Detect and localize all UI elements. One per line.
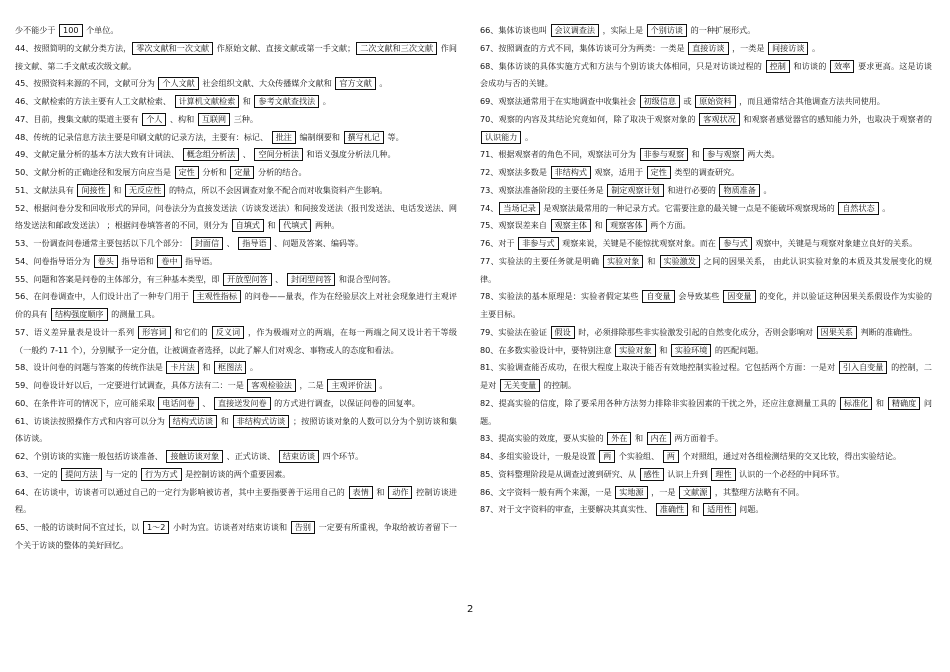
answer-box: 原始资料 — [695, 95, 735, 108]
question-text: 和 — [240, 96, 254, 106]
question-item — [15, 22, 457, 40]
answer-box: 行为方式 — [141, 468, 181, 481]
question-text: 和 — [591, 220, 606, 231]
question-text: 44、按照简明的文献分类方法， — [15, 42, 132, 53]
question-text: 观察来说，关键是不能惊扰观察对象。而在 — [559, 238, 719, 248]
answer-box: 非参与观察 — [640, 148, 688, 161]
answer-box: 非结构式访谈 — [233, 415, 290, 428]
answer-box: 两 — [599, 450, 615, 463]
answer-box: 自变量 — [642, 290, 674, 303]
question-item — [480, 40, 932, 58]
question-text: 一定要有所重视，争取给被访者留下一个关于访谈的整体的美好回忆。 — [15, 522, 457, 550]
question-text: 66、集体访谈也叫 — [480, 25, 550, 35]
answer-box: 实地源 — [615, 486, 647, 499]
answer-box: 无关变量 — [500, 379, 540, 392]
answer-box: 结构式访谈 — [169, 415, 217, 428]
answer-box: 适用性 — [703, 503, 735, 516]
answer-box: 定性 — [175, 166, 199, 179]
answer-box: 提问方法 — [61, 468, 101, 481]
question-text: 86、文字资料一般有两个来源，一是 — [480, 486, 615, 497]
left-column — [15, 22, 457, 555]
answer-box: 卷中 — [157, 255, 181, 268]
question-text: 认识上升到 — [664, 468, 711, 479]
answer-box: 空间分析法 — [254, 148, 302, 161]
question-text: 的匹配问题。 — [712, 344, 764, 355]
answer-box: 批注 — [272, 131, 296, 144]
question-text: 50、文献分析的正确途径和发展方向应当是 — [15, 167, 174, 177]
question-item — [15, 519, 457, 555]
question-text: 。 — [247, 362, 258, 373]
question-item — [480, 395, 932, 431]
answer-box: 观察主体 — [551, 219, 591, 232]
question-text: 77、实验法的主要任务就是明确 — [480, 255, 603, 266]
question-text: 两方面着手。 — [671, 433, 723, 444]
answer-box: 两 — [663, 450, 679, 463]
question-item — [480, 324, 932, 342]
answer-box: 物质准备 — [719, 184, 759, 197]
question-item — [15, 324, 457, 360]
question-text: 83、提高实验的效度，要从实验的 — [480, 433, 607, 444]
question-text: 和 — [689, 149, 703, 160]
question-text: 会导致某些 — [675, 291, 723, 302]
question-text: 是观察法最常用的一种记录方式。它需要注意的最关键一点是不能破坏观察现场的 — [540, 202, 838, 213]
answer-box: 假设 — [551, 326, 575, 339]
question-text: 71、根据观察者的角色不同，观察法可分为 — [480, 149, 639, 160]
question-text: 和 — [218, 415, 232, 426]
question-text: 57、语义差异量表是设计一系列 — [15, 326, 138, 337]
question-text: 和 — [689, 504, 703, 515]
answer-box: 客观检验法 — [247, 379, 295, 392]
question-text: ；按照访谈对象的人数可以分为个别访谈和集体访谈。 — [15, 415, 458, 444]
question-text: 社会组织文献、大众传播媒介文献和 — [199, 78, 335, 89]
page-number: 2 — [467, 604, 474, 615]
question-text: 观察中，关键是与观察对象建立良好的关系。 — [752, 238, 918, 248]
answer-box: 1～2 — [143, 521, 169, 534]
question-item — [480, 501, 932, 519]
answer-box: 直接访谈 — [688, 42, 728, 55]
answer-box: 会议调查法 — [551, 24, 599, 37]
question-text: 、正式访谈、 — [224, 451, 278, 461]
question-text: 、 — [199, 397, 214, 408]
question-text: 和访谈的 — [790, 60, 830, 71]
question-text: 作原始文献、直接文献或第一手文献； — [214, 42, 356, 53]
question-item — [15, 484, 457, 520]
question-text: ，其整理方法略有不同。 — [712, 486, 804, 497]
question-item — [15, 359, 457, 377]
question-item — [480, 93, 932, 111]
question-item — [15, 253, 457, 271]
question-item — [480, 217, 932, 235]
answer-box: 因变量 — [723, 290, 755, 303]
question-item — [15, 129, 457, 147]
question-text: 和 — [373, 486, 388, 497]
question-text: 55、问题和答案是问卷的主体部分，有三种基本类型，即 — [15, 273, 223, 284]
question-text: 和 — [110, 184, 124, 195]
question-text: 。 — [809, 42, 821, 53]
question-text: 52、根据问卷分发和回收形式的异同，问卷法分为直接发送法（访谈发送法）和间接发送法（报刊发送法、电话发送法、网络发送法和邮政发送法） ；根据问卷填答者的不同，则分为 — [15, 202, 457, 231]
question-text: 54、问卷指导语分为 — [15, 255, 93, 266]
question-text: ，一是 — [648, 486, 679, 497]
question-item — [480, 164, 932, 182]
answer-box: 实验环境 — [671, 344, 711, 357]
question-text: 。 — [320, 96, 331, 106]
question-text: 作间接文献、第二手文献或次级文献。 — [15, 42, 457, 71]
question-text: 68、集体访谈的具体实施方式和方法与个别访谈大体相同，只是对访谈过程的 — [480, 60, 765, 71]
question-item — [15, 75, 457, 93]
question-text: 分析的结合。 — [255, 167, 307, 177]
question-text: 的方式进行调查，以保证问卷的回复率。 — [271, 397, 420, 408]
question-text: 72、观察法多数是 — [480, 167, 550, 177]
answer-box: 参考文献查找法 — [254, 95, 319, 108]
answer-box: 个人 — [142, 113, 166, 126]
answer-box: 二次文献和三次文献 — [356, 42, 437, 55]
answer-box: 告别 — [291, 521, 315, 534]
answer-box: 开放型问答 — [223, 273, 271, 286]
question-text: 70、观察的内容及其结论究竟如何，除了取决于观察对象的 — [480, 113, 699, 124]
question-text: 等。 — [384, 131, 404, 142]
question-item — [15, 288, 457, 324]
question-text: ，实际上是 — [600, 25, 646, 35]
answer-box: 参与观察 — [703, 148, 743, 161]
answer-box: 自填式 — [232, 219, 264, 232]
answer-box: 结束访谈 — [279, 450, 319, 463]
answer-box: 控制 — [766, 60, 790, 73]
question-text: 64、在访谈中，访谈者可以通过自己的一定行为影响被访者，其中主要指要善于运用自己的 — [15, 486, 348, 497]
answer-box: 代填式 — [279, 219, 311, 232]
question-text: 两种。 — [312, 220, 340, 231]
question-text: 和 — [264, 220, 279, 231]
answer-box: 接触访谈对象 — [166, 450, 223, 463]
answer-box: 理性 — [711, 468, 735, 481]
question-text: ，作为极端对立的两端，在每一两端之间又设计若干等级（一般约 7-11 个），分别赋予一定分值，让被调查者选择，以此了解人们对观念、事物或人的态度和看法。 — [15, 326, 458, 355]
question-text: 小时为宜。访谈者对结束访谈和 — [170, 522, 290, 532]
question-text: 73、观察法准备阶段的主要任务是 — [480, 184, 607, 195]
question-text: 的控制，二是对 — [480, 362, 932, 390]
question-text: 84、多组实验设计，一般是设置 — [480, 451, 599, 461]
question-text: 的问卷——量表，作为在经验层次上对社会现象进行主观评价的具有 — [15, 291, 458, 319]
question-text: 、 — [224, 238, 238, 248]
answer-box: 直接送发问卷 — [214, 397, 271, 410]
answer-box: 实验对象 — [603, 255, 643, 268]
question-item — [480, 235, 932, 253]
question-text: 类型的调查研究。 — [671, 167, 740, 177]
question-text: 51、文献法具有 — [15, 184, 77, 195]
question-text: 、问题及答案、编码等。 — [271, 238, 364, 248]
question-text: 问题。 — [736, 504, 764, 515]
question-text: ，而且通常结合其他调查方法共同使用。 — [736, 96, 885, 106]
question-text: 认识的一个必经的中间环节。 — [736, 468, 845, 479]
question-text: 60、在条件许可的情况下，应可能采取 — [15, 397, 158, 408]
answer-box: 个别访谈 — [647, 24, 687, 37]
answer-box: 间接访谈 — [768, 42, 808, 55]
question-item — [480, 111, 932, 147]
answer-box: 观察客体 — [606, 219, 646, 232]
question-text: 46、文献检索的方法主要有人工文献检索、 — [15, 96, 174, 106]
question-text: 、 — [240, 149, 254, 160]
question-item — [480, 448, 932, 466]
answer-box: 卷头 — [94, 255, 118, 268]
question-text: 之间的因果关系， 由此认识实验对象的本质及其发展变化的规律。 — [480, 255, 933, 284]
question-text: 45、按照资料来源的不同，文献可分为 — [15, 78, 158, 89]
question-item — [480, 359, 932, 395]
question-text: 78、实验法的基本原理是：实验者假定某些 — [480, 291, 642, 302]
question-text: 。 — [760, 184, 772, 195]
question-text: 的变化，并以验证这种因果关系假设作为实验的主要目标。 — [480, 291, 932, 319]
answer-box: 标准化 — [840, 397, 872, 410]
answer-box: 参与式 — [719, 237, 751, 250]
answer-box: 感性 — [640, 468, 664, 481]
answer-box: 概念组分析法 — [183, 148, 240, 161]
question-text: 、 — [272, 273, 286, 284]
question-text: ，二是 — [296, 380, 327, 390]
answer-box: 动作 — [388, 486, 412, 499]
question-item — [480, 288, 932, 324]
answer-box: 认识能力 — [481, 131, 521, 144]
question-item — [480, 484, 932, 502]
answer-box: 引入自变量 — [839, 361, 887, 374]
question-text: 53、一份调查问卷通常主要包括以下几个部分： — [15, 238, 190, 248]
question-text: ，一类是 — [729, 42, 768, 53]
question-text: 少不能少于 — [15, 25, 59, 35]
question-text: 和进行必要的 — [664, 184, 719, 195]
answer-box: 客观状况 — [699, 113, 739, 126]
question-text: 判断的准确性。 — [858, 326, 918, 337]
question-text: 和混合型问答。 — [336, 273, 396, 284]
question-text: 67、按照调查的方式不同，集体访谈可分为两类：一类是 — [480, 42, 688, 53]
answer-box: 零次文献和一次文献 — [132, 42, 213, 55]
question-text: 75、观察误差来自 — [480, 220, 550, 231]
question-text: 分析和 — [199, 167, 230, 177]
question-text: 两大类。 — [744, 149, 780, 160]
answer-box: 准确性 — [656, 503, 688, 516]
answer-box: 无反应性 — [125, 184, 165, 197]
question-item — [15, 40, 457, 76]
question-text: 的测量工具。 — [108, 309, 160, 319]
question-text: 65、一般的访谈时间不宜过长，以 — [15, 522, 143, 532]
question-text: 63、一定的 — [15, 468, 61, 479]
question-item — [15, 146, 457, 164]
answer-box: 实验激发 — [660, 255, 700, 268]
question-text: 个实验组、 — [616, 451, 662, 461]
answer-box: 官方文献 — [335, 77, 375, 90]
question-text: 62、个别访谈的实施一般包括访谈准备、 — [15, 451, 166, 461]
question-item — [15, 271, 457, 289]
question-text: 69、观察法通常用于在实地调查中收集社会 — [480, 96, 639, 106]
answer-box: 互联网 — [198, 113, 230, 126]
question-text: 85、资料整理阶段是从调查过渡到研究、从 — [480, 468, 639, 479]
question-text: 的一种扩展形式。 — [688, 25, 756, 35]
question-text: 和 — [199, 362, 214, 373]
question-text: 80、在多数实验设计中，要特别注意 — [480, 344, 615, 355]
question-text: 56、在问卷调查中，人们设计出了一种专门用于 — [15, 291, 192, 302]
question-text: 或 — [680, 96, 695, 106]
question-text: 指导语。 — [182, 255, 218, 266]
question-text: 76、对于 — [480, 238, 518, 248]
answer-box: 效率 — [830, 60, 854, 73]
question-text: 四个环节。 — [320, 451, 364, 461]
question-text: 两个方面。 — [647, 220, 691, 231]
question-text: 和 — [632, 433, 646, 444]
answer-box: 外在 — [607, 432, 631, 445]
answer-box: 初级信息 — [640, 95, 680, 108]
question-item — [15, 235, 457, 253]
answer-box: 定量 — [230, 166, 254, 179]
question-text: 、构和 — [167, 113, 197, 124]
question-item — [15, 93, 457, 111]
question-item — [480, 22, 932, 40]
question-text: 79、实验法在验证 — [480, 326, 550, 337]
answer-box: 表情 — [349, 486, 373, 499]
answer-box: 实验对象 — [615, 344, 655, 357]
question-text: 。 — [376, 78, 388, 89]
question-item — [480, 342, 932, 360]
answer-box: 封闭型问答 — [287, 273, 335, 286]
answer-box: 精确度 — [888, 397, 920, 410]
question-text: 指导语和 — [118, 255, 157, 266]
question-item — [15, 466, 457, 484]
question-text: 三种。 — [231, 113, 258, 124]
question-item — [15, 200, 457, 236]
answer-box: 封面信 — [191, 237, 223, 250]
question-item — [480, 146, 932, 164]
question-text: 与一定的 — [102, 468, 141, 479]
question-item — [15, 395, 457, 413]
answer-box: 撰写札记 — [344, 131, 384, 144]
question-text: 控制访谈进程。 — [15, 486, 457, 515]
question-item — [480, 182, 932, 200]
question-text: 49、文献定量分析的基本方法大致有计词法、 — [15, 149, 182, 160]
answer-box: 100 — [59, 24, 82, 37]
question-item — [480, 430, 932, 448]
answer-box: 当场记录 — [499, 202, 539, 215]
question-text: 和 — [656, 344, 670, 355]
answer-box: 自然状态 — [838, 202, 878, 215]
question-text: 要求更高。这是访谈会成功与否的关键。 — [480, 60, 932, 89]
question-text: 。 — [376, 380, 388, 390]
question-item — [15, 164, 457, 182]
question-item — [15, 448, 457, 466]
question-text: 个对照组，通过对各组检测结果的交叉比较，得出实验结论。 — [679, 451, 902, 461]
question-text: 和语义强度分析法几种。 — [303, 149, 396, 160]
question-item — [480, 466, 932, 484]
answer-box: 因果关系 — [817, 326, 857, 339]
question-text: 和观察者感觉器官的感知能力外，也取决于观察者的 — [740, 113, 933, 124]
answer-box: 非参与式 — [518, 237, 558, 250]
question-text: 是控制访谈的两个重要因素。 — [182, 468, 291, 479]
question-text: 。 — [879, 202, 891, 213]
answer-box: 制定观察计划 — [607, 184, 664, 197]
question-text: 和 — [873, 397, 887, 408]
answer-box: 指导语 — [238, 237, 270, 250]
question-text: 。 — [522, 131, 534, 142]
answer-box: 内在 — [647, 432, 671, 445]
question-item — [15, 111, 457, 129]
question-text: 74、 — [480, 202, 499, 213]
answer-box: 主观性指标 — [193, 290, 241, 303]
answer-box: 电话问卷 — [158, 397, 198, 410]
answer-box: 文献源 — [679, 486, 711, 499]
answer-box: 结构强度顺序 — [51, 308, 108, 321]
right-column — [480, 22, 932, 519]
answer-box: 定性 — [647, 166, 671, 179]
question-item — [480, 58, 932, 94]
question-text: 的特点，所以不会因调查对象不配合而对收集资料产生影响。 — [166, 184, 388, 195]
question-text: 47、目前，搜集文献的渠道主要有 — [15, 113, 142, 124]
question-item — [15, 413, 457, 449]
question-text: 87、对于文字资料的审查，主要解决其真实性、 — [480, 504, 655, 515]
question-text: 的控制。 — [541, 380, 577, 390]
answer-box: 反义词 — [212, 326, 244, 339]
question-text: 和它们的 — [171, 326, 211, 337]
question-text: 48、传统的记录信息方法主要是印刷文献的记录方法，主要有：标记、 — [15, 131, 271, 142]
question-text: 编制纲要和 — [296, 131, 343, 142]
question-text: 61、访谈法按照操作方式和内容可以分为 — [15, 415, 168, 426]
answer-box: 主观评价法 — [327, 379, 375, 392]
question-item — [480, 200, 932, 218]
question-text: 59、问卷设计好以后，一定要进行试调查，具体方法有二：一是 — [15, 380, 247, 390]
question-text: 个单位。 — [83, 25, 119, 35]
question-item — [480, 253, 932, 289]
answer-box: 个人文献 — [158, 77, 198, 90]
answer-box: 非结构式 — [551, 166, 591, 179]
answer-box: 计算机文献检索 — [175, 95, 240, 108]
answer-box: 间接性 — [77, 184, 109, 197]
question-text: 问题。 — [480, 397, 932, 426]
question-item — [15, 182, 457, 200]
question-text: 81、实验调查能否成功，在很大程度上取决于能否有效地控制实验过程。它包括两个方面：一是对 — [480, 362, 838, 373]
answer-box: 卡片法 — [166, 361, 198, 374]
question-text: 82、提高实验的信度，除了要采用各种方法努力排除非实验因素的干扰之外，还应注意测量工具的 — [480, 397, 839, 408]
answer-box: 框图法 — [214, 361, 246, 374]
answer-box: 形容词 — [138, 326, 170, 339]
question-text: 和 — [644, 255, 659, 266]
question-text: 观察，适用于 — [591, 167, 646, 177]
question-item — [15, 377, 457, 395]
question-text: 时，必须排除那些非实验激发引起的自然变化成分，否则会影响对 — [575, 326, 816, 337]
question-text: 58、设计问卷的问题与答案的传统作法是 — [15, 362, 166, 373]
